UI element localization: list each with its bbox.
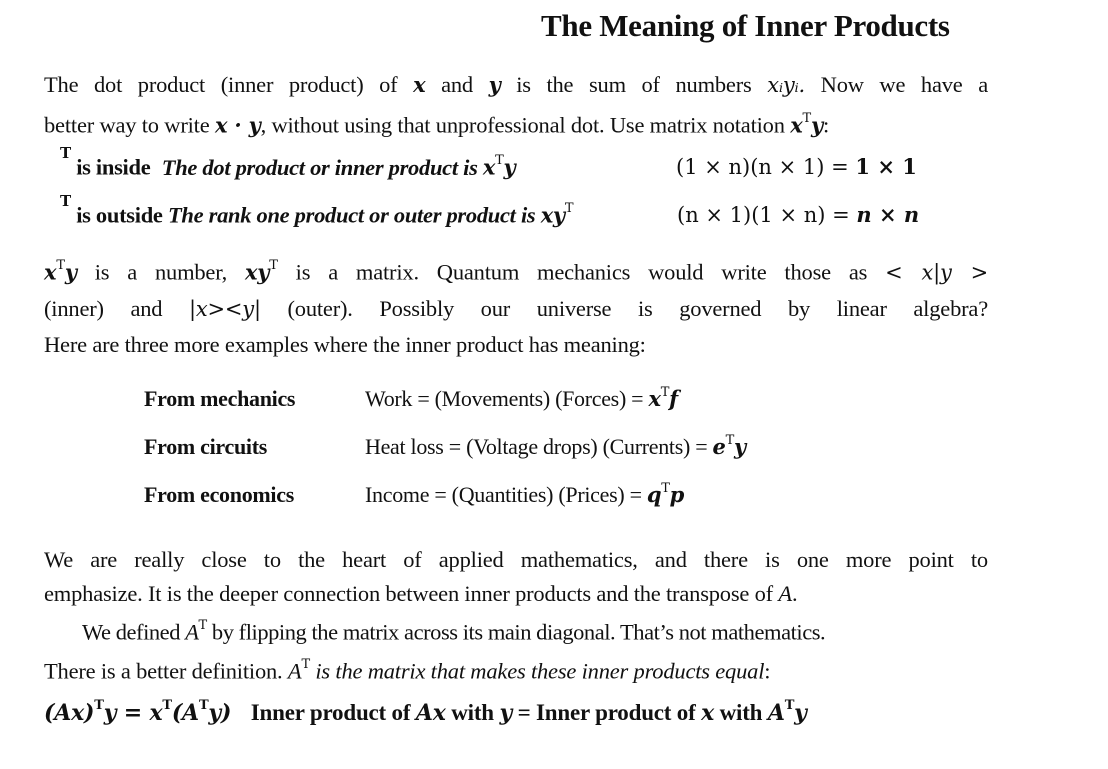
example-label-economics: From economics <box>144 482 294 507</box>
example-label-circuits: From circuits <box>144 434 267 459</box>
example-formula-economics: Income = (Quantities) (Prices) = $q^Tp$ <box>365 480 685 507</box>
closing-line-2: emphasize. It is the deeper connection between inner products and the transpose of A. <box>44 581 798 606</box>
intro-paragraph <box>44 67 988 143</box>
outer-product-row: $^T$ is outside The rank one product or outer product is $xy^T$ <box>60 192 574 228</box>
quantum-paragraph <box>44 250 988 362</box>
quantum-line-2: (inner) and |x><y| (outer). Possibly our universe is governed by linear algebra? <box>44 295 988 321</box>
example-formula-circuits: Heat loss = (Voltage drops) (Currents) = $e^Ty$ <box>365 432 746 459</box>
outer-product-dims: (n × 1)(1 × n) = n × n <box>677 202 920 227</box>
inner-product-dims: (1 × n)(n × 1) = 1 × 1 <box>676 154 917 179</box>
intro-line-1: The dot product (inner product) of x and y is the sum of numbers xᵢyᵢ. Now we have a <box>44 72 988 97</box>
closing-paragraph <box>44 543 988 688</box>
closing-line-1: We are really close to the heart of applied mathematics, and there is one more point to <box>44 547 988 572</box>
transpose-identity: $(Ax)^Ty = x^T(A^Ty)$ Inner product of Ax with y = Inner product of x with $A^Ty$ <box>44 698 807 726</box>
example-formula-mechanics: Work = (Movements) (Forces) = $x^Tf$ <box>365 384 678 411</box>
inner-product-row: $^T$ is inside The dot product or inner product is $x^Ty$ <box>60 144 516 180</box>
closing-line-3: We defined $A^T$ by flipping the matrix across its main diagonal. That’s not mathematics. <box>82 618 826 645</box>
example-label-mechanics: From mechanics <box>144 386 296 411</box>
quantum-line-3: Here are three more examples where the inner product has meaning: <box>44 331 646 357</box>
closing-line-4: There is a better definition. $A^T$ is the matrix that makes these inner products equal: <box>44 656 771 683</box>
page-title: The Meaning of Inner Products <box>541 8 950 43</box>
quantum-line-1: $x^Ty$ is a number, $xy^T$ is a matrix. Quantum mechanics would write those as < x|y > <box>44 258 988 285</box>
intro-line-2: better way to write x · y, without using that unprofessional dot. Use matrix notation $x^Ty$: <box>44 111 830 138</box>
